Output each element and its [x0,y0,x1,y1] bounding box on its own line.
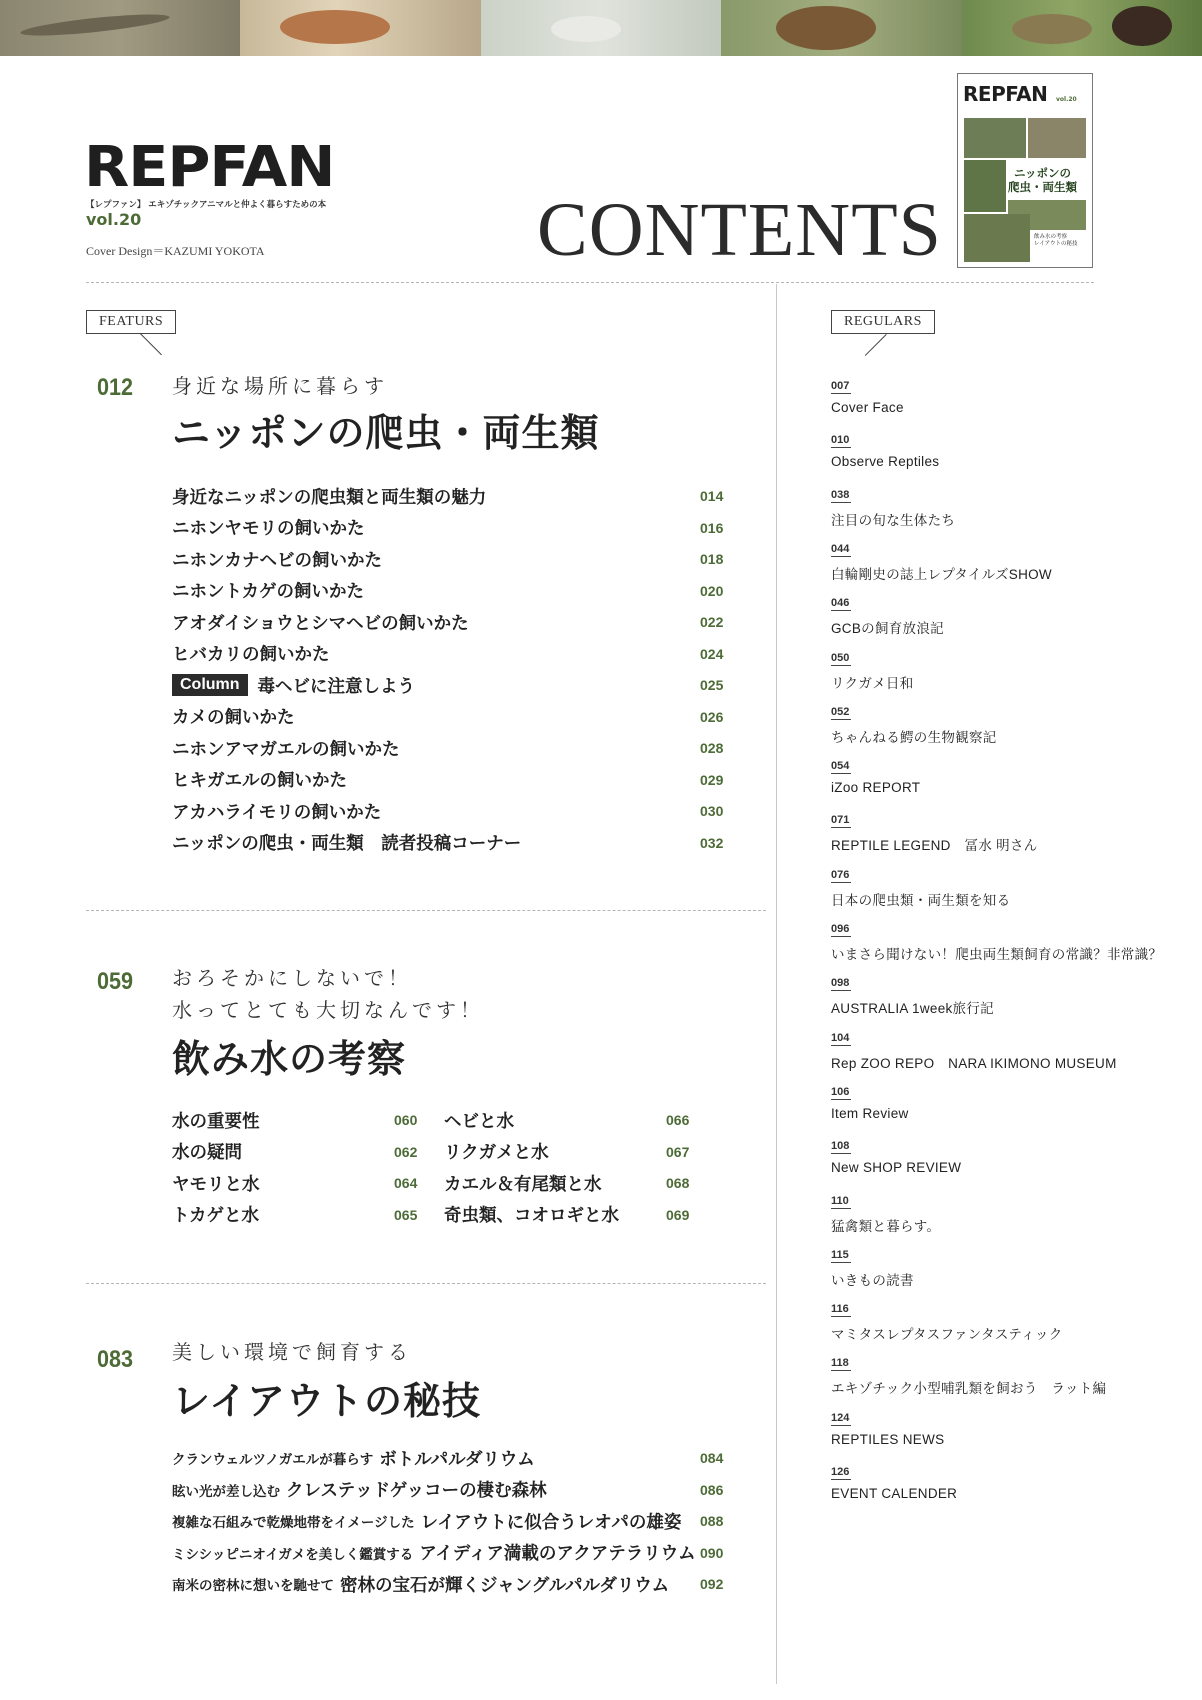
article-entry[interactable] [172,1539,724,1567]
article-page-number: 014 [700,488,724,504]
article-title: ニホンヤモリの飼いかた [172,519,365,539]
article-entry[interactable] [172,766,724,794]
cover-subtitles [1034,234,1078,248]
article-page-number: 032 [700,834,724,851]
regular-page-number-wrap [831,428,939,448]
regular-title: REPTILES NEWS [831,1431,945,1447]
cover-sub-1: 飲み水の考察 [1034,234,1068,240]
regular-page-number: 010 [831,434,850,447]
article-title: リクガメと水 [444,1143,549,1163]
article-lead: クランウェルツノガエルが暮らす [172,1452,374,1468]
article-entry[interactable] [172,640,724,668]
regular-page-number: 110 [831,1194,849,1207]
regular-page-number: 046 [831,597,850,610]
article-title: アカハライモリの飼いかた [172,802,382,823]
regular-page-number-wrap [831,537,1052,557]
regular-page-number-wrap [831,374,904,394]
regular-page-number-wrap [831,863,1010,883]
regular-page-number-wrap [831,1460,957,1480]
article-title: カエル＆有尾類と水 [444,1174,602,1195]
article-page-number: 090 [700,1544,724,1561]
magazine-tagline: 【レプファン】 エキゾチックアニマルと仲よく暮らすための本 [86,200,327,210]
regulars-tag-pointer [865,334,887,356]
regular-page-number-wrap [831,1406,944,1426]
cover-headline [1008,166,1077,194]
header-photo-strip [0,0,1202,56]
cover-photo-forest [964,160,1006,212]
article-page-number: 065 [394,1206,418,1223]
article-title: レイアウトに似合うレオパの雄姿 [420,1512,682,1533]
article-title: アイディア満載のアクアテラリウム [419,1544,696,1564]
regular-title: 猛禽類と暮らす。 [831,1218,941,1234]
article-page-number: 020 [700,582,724,599]
regular-page-number: 076 [831,868,850,881]
regular-title: リクガメ日和 [831,675,914,691]
article-title: ニホントカゲの飼いかた [172,582,364,602]
regular-page-number: 071 [831,814,850,827]
article-title: ニッポンの爬虫・両生類 読者投稿コーナー [172,834,522,854]
section-divider-2 [86,1283,766,1284]
regular-page-number: 126 [831,1466,850,1478]
regular-page-number: 098 [831,977,850,990]
article-entry[interactable] [172,608,724,636]
regular-page-number: 106 [831,1085,850,1098]
frog-snake-photo [962,0,1202,56]
regular-entry[interactable] [831,917,1162,963]
regular-entry[interactable] [831,1134,961,1175]
article-page-number: 068 [666,1175,690,1191]
regular-entry[interactable] [831,1026,1117,1072]
regular-entry[interactable] [831,754,920,795]
regular-entry[interactable] [831,1243,914,1289]
feature-kicker: 美しい環境で飼育する [172,1340,412,1364]
article-title: アオダイショウとシマヘビの飼いかた [172,613,469,634]
regular-entry[interactable] [831,700,997,746]
article-title: トカゲと水 [172,1206,259,1226]
regular-title: マミタスレプタスファンタスティック [831,1327,1063,1343]
regular-title: Observe Reptiles [831,454,940,470]
regular-entry[interactable] [831,1189,940,1235]
regular-title: 注目の旬な生体たち [831,512,956,528]
regular-page-number-wrap [831,1134,961,1154]
regular-page-number: 104 [831,1031,850,1044]
regular-page-number: 038 [831,488,850,501]
regular-page-number: 108 [831,1140,850,1153]
article-page-number: 066 [666,1112,690,1128]
cover-volume: vol.20 [1056,96,1077,103]
article-entry[interactable] [444,1106,690,1134]
regular-page-number-wrap [831,646,914,666]
article-title: カメの飼いかた [172,708,295,728]
regular-title: REPTILE LEGEND 冨水 明さん [831,838,1038,854]
regular-title: EVENT CALENDER [831,1486,958,1501]
regular-entry[interactable] [831,1406,944,1447]
article-page-number: 030 [700,803,724,819]
article-title: ヘビと水 [444,1111,514,1132]
cover-photo-frog [1028,118,1086,158]
regular-title: Cover Face [831,400,904,415]
features-tag: FEATURS [86,310,176,334]
features-tag-pointer [140,333,162,355]
article-title: 身近なニッポンの爬虫類と両生類の魅力 [172,487,487,508]
article-title: ヒバカリの飼いかた [172,645,330,665]
feature-title: レイアウトの秘技 [172,1379,481,1423]
regular-page-number: 052 [831,705,850,718]
regular-page-number-wrap [831,1189,940,1209]
regular-page-number-wrap [831,1080,909,1100]
regular-page-number: 007 [831,380,850,392]
feature-title: ニッポンの爬虫・両生類 [172,411,600,455]
regular-entry[interactable] [831,374,904,415]
cover-photo-tortoise [964,214,1030,262]
frog-photo [240,0,480,56]
regular-page-number-wrap [831,971,994,991]
cover-sub-2: レイアウトの秘技 [1034,241,1078,247]
article-page-number: 069 [666,1206,690,1223]
feature-page-number: 059 [97,968,134,995]
article-page-number: 026 [700,708,724,725]
article-entry[interactable] [172,1570,724,1598]
regular-entry[interactable] [831,483,955,529]
regular-page-number: 118 [831,1357,849,1370]
regular-page-number: 044 [831,542,850,555]
feature-page-number: 083 [97,1346,134,1373]
article-entry[interactable] [172,829,724,857]
regular-title: Rep ZOO REPO NARA IKIMONO MUSEUM [831,1055,1117,1071]
article-page-number: 022 [700,614,724,630]
regular-page-number-wrap [831,1243,914,1263]
regular-title: エキゾチック小型哺乳類を飼おう ラット編 [831,1381,1107,1397]
article-lead: ミシシッピニオイガメを美しく鑑賞する [172,1546,414,1563]
regulars-tag: REGULARS [831,310,935,334]
article-entry[interactable] [172,1201,418,1229]
article-page-number: 060 [394,1112,418,1128]
regular-page-number-wrap [831,1351,1106,1371]
article-page-number: 016 [700,519,724,536]
contents-title: CONTENTS [537,188,942,272]
regular-title: Item Review [831,1105,909,1121]
regular-entry[interactable] [831,1351,1106,1397]
article-page-number: 018 [700,551,724,567]
article-entry[interactable] [172,514,724,542]
article-title: ニホンカナヘビの飼いかた [172,550,382,571]
regular-entry[interactable] [831,808,1038,854]
cover-logo: REPFAN [963,82,1048,106]
column-badge: Column [172,674,248,696]
feature-kicker: 水ってとても大切なんです！ [172,998,484,1022]
regular-page-number-wrap [831,483,955,503]
regular-entry[interactable] [831,1297,1063,1343]
mouse-photo [481,0,721,56]
article-title: ヤモリと水 [172,1174,260,1195]
regular-title: 日本の爬虫類・両生類を知る [831,892,1011,908]
article-entry[interactable] [444,1138,690,1166]
article-entry[interactable] [172,734,724,762]
article-entry[interactable] [172,1476,724,1504]
volume-number: vol.20 [86,210,142,229]
regular-entry[interactable] [831,646,914,692]
regular-page-number: 124 [831,1411,850,1424]
article-entry[interactable] [172,1169,418,1197]
article-entry[interactable] [172,1106,418,1134]
article-title: 奇虫類、コオロギと水 [444,1206,619,1226]
regular-entry[interactable] [831,591,944,637]
magazine-logo: REPFAN [84,135,335,200]
regular-entry[interactable] [831,1460,957,1501]
cover-thumbnail [957,73,1093,268]
article-entry[interactable] [172,545,724,573]
article-title: 水の疑問 [172,1143,242,1163]
article-page-number: 062 [394,1143,418,1160]
article-entry[interactable] [172,671,724,699]
regular-page-number-wrap [831,1026,1117,1046]
regular-entry[interactable] [831,971,994,1017]
article-page-number: 029 [700,771,724,788]
article-entry[interactable] [172,577,724,605]
article-title: 水の重要性 [172,1111,260,1132]
article-title: ニホンアマガエルの飼いかた [172,739,400,760]
article-entry[interactable] [172,1444,724,1472]
feature-kicker: 身近な場所に暮らす [172,374,388,398]
article-entry[interactable] [172,482,724,510]
regular-page-number: 116 [831,1303,849,1316]
article-entry[interactable] [444,1201,690,1229]
article-title: 毒ヘビに注意しよう [257,676,416,697]
article-page-number: 024 [700,645,724,662]
lizard-photo [0,0,240,56]
regular-page-number: 054 [831,760,850,773]
regular-title: iZoo REPORT [831,780,921,796]
article-page-number: 084 [700,1450,724,1466]
regular-title: New SHOP REVIEW [831,1160,962,1176]
regular-page-number-wrap [831,1297,1063,1317]
article-entry[interactable] [172,1138,418,1166]
article-page-number: 086 [700,1481,724,1498]
article-lead: 南米の密林に想いを馳せて [172,1578,334,1594]
regular-title: 白輪剛史の誌上レプタイルズSHOW [831,566,1052,582]
article-page-number: 028 [700,740,724,756]
article-title: ヒキガエルの飼いかた [172,771,347,791]
article-entry[interactable] [444,1169,690,1197]
article-page-number: 092 [700,1576,724,1592]
feature-kicker: おろそかにしないで！ [172,966,412,990]
regular-title: GCBの飼育放浪記 [831,621,944,637]
article-page-number: 067 [666,1143,690,1160]
regular-page-number-wrap [831,700,997,720]
article-page-number: 025 [700,677,724,693]
section-divider-1 [86,910,766,911]
column-divider [776,284,777,1684]
article-page-number: 064 [394,1175,418,1191]
regular-page-number-wrap [831,917,1162,937]
regular-title: AUSTRALIA 1week旅行記 [831,1001,994,1017]
regular-page-number-wrap [831,754,920,774]
article-title: ボトルパルダリウム [379,1449,535,1470]
header-divider [86,282,1094,283]
regular-entry[interactable] [831,537,1052,583]
cover-headline-line1: ニッポンの [1013,166,1072,180]
article-title: クレステッドゲッコーの棲む森林 [286,1481,547,1501]
feature-title: 飲み水の考察 [172,1037,407,1081]
regular-page-number: 096 [831,923,850,935]
cover-photo-snake [964,118,1026,158]
feature-page-number: 012 [97,374,134,401]
article-entry[interactable] [172,797,724,825]
regular-page-number-wrap [831,808,1038,828]
regular-page-number: 115 [831,1248,849,1261]
regular-entry[interactable] [831,1080,909,1121]
regular-entry[interactable] [831,428,939,469]
cover-headline-line2: 爬虫・両生類 [1008,180,1077,194]
turtle-photo [721,0,961,56]
article-page-number: 088 [700,1513,724,1529]
article-lead: 眩い光が差し込む [172,1483,280,1500]
regular-page-number: 050 [831,651,850,664]
article-entry[interactable] [172,1507,724,1535]
regular-title: いまさら聞けない！爬虫両生類飼育の常識？非常識？ [831,947,1163,962]
regular-entry[interactable] [831,863,1010,909]
regular-title: ちゃんねる鰐の生物観察記 [831,729,997,745]
cover-credit: Cover Design＝KAZUMI YOKOTA [86,244,265,258]
regular-title: いきもの読書 [831,1272,914,1288]
article-lead: 複雑な石組みで乾燥地帯をイメージした [172,1515,415,1531]
regular-page-number-wrap [831,591,944,611]
article-title: 密林の宝石が輝くジャングルパルダリウム [340,1575,670,1596]
article-entry[interactable] [172,703,724,731]
